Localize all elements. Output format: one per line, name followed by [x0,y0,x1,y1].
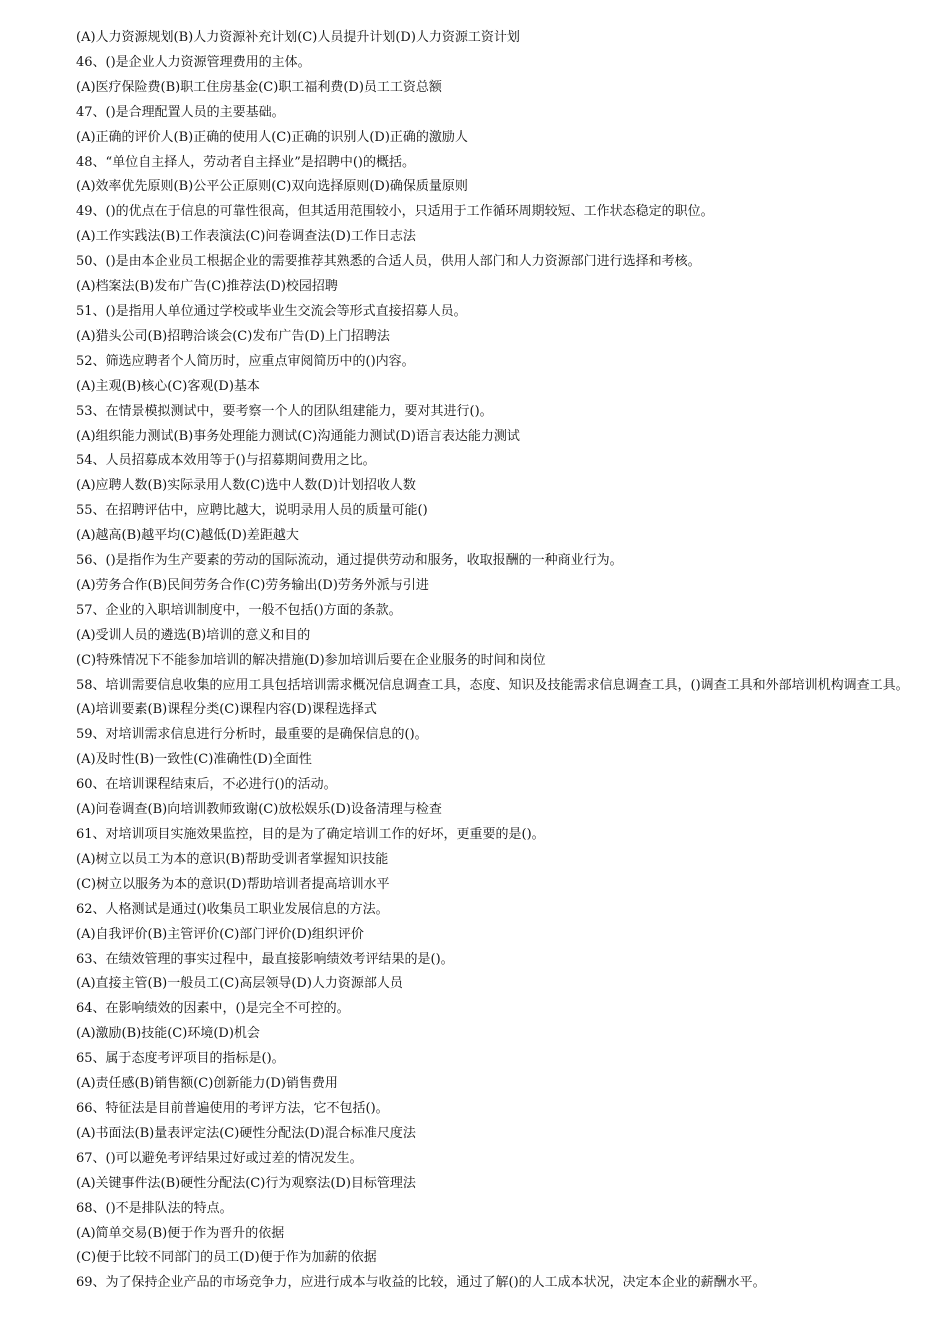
text-line: 51、()是指用人单位通过学校或毕业生交流会等形式直接招募人员。 [76,303,467,319]
text-line: (A)应聘人数(B)实际录用人数(C)选中人数(D)计划招收人数 [76,478,416,494]
text-line: 69、为了保持企业产品的市场竞争力，应进行成本与收益的比较，通过了解()的人工成本状况，决定本企业的薪酬水平。 [76,1275,766,1291]
text-line: (A)组织能力测试(B)事务处理能力测试(C)沟通能力测试(D)语言表达能力测试 [76,428,520,444]
text-line: (A)培训要素(B)课程分类(C)课程内容(D)课程选择式 [76,702,377,718]
text-line: 64、在影响绩效的因素中，()是完全不可控的。 [76,1001,350,1017]
text-line: (A)简单交易(B)便于作为晋升的依据 [76,1225,285,1241]
text-line: 63、在绩效管理的事实过程中，最直接影响绩效考评结果的是()。 [76,951,454,967]
text-line: 67、()可以避免考评结果过好或过差的情况发生。 [76,1150,363,1166]
text-line: 52、筛选应聘者个人简历时，应重点审阅简历中的()内容。 [76,353,415,369]
text-line: (A)直接主管(B)一般员工(C)高层领导(D)人力资源部人员 [76,976,403,992]
text-line: 66、特征法是目前普遍使用的考评方法，它不包括()。 [76,1100,389,1116]
text-line: (C)特殊情况下不能参加培训的解决措施(D)参加培训后要在企业服务的时间和岗位 [76,652,546,668]
document-body [76,26,924,1296]
text-line: (A)树立以员工为本的意识(B)帮助受训者掌握知识技能 [76,851,389,867]
text-line: 47、()是合理配置人员的主要基础。 [76,104,285,120]
text-line: 48、“单位自主择人，劳动者自主择业”是招聘中()的概括。 [76,154,415,170]
text-line: (A)越高(B)越平均(C)越低(D)差距越大 [76,528,299,544]
text-line: (A)正确的评价人(B)正确的使用人(C)正确的识别人(D)正确的激励人 [76,129,468,145]
text-line: (A)书面法(B)量表评定法(C)硬性分配法(D)混合标准尺度法 [76,1125,416,1141]
text-line: 62、人格测试是通过()收集员工职业发展信息的方法。 [76,901,389,917]
text-line: 60、在培训课程结束后，不必进行()的活动。 [76,777,337,793]
text-line: 59、对培训需求信息进行分析时，最重要的是确保信息的()。 [76,727,428,743]
text-line: (A)猎头公司(B)招聘洽谈会(C)发布广告(D)上门招聘法 [76,328,390,344]
text-line: (A)人力资源规划(B)人力资源补充计划(C)人员提升计划(D)人力资源工资计划 [76,30,520,45]
text-line: (A)及时性(B)一致性(C)准确性(D)全面性 [76,752,312,768]
text-line: 49、()的优点在于信息的可靠性很高，但其适用范围较小，只适用于工作循环周期较短、工作状态稳定的职位。 [76,204,714,220]
text-line: 57、企业的入职培训制度中，一般不包括()方面的条款。 [76,602,402,618]
text-line: 61、对培训项目实施效果监控，目的是为了确定培训工作的好坏，更重要的是()。 [76,827,545,842]
text-line: 58、培训需要信息收集的应用工具包括培训需求概况信息调查工具，态度、知识及技能需求信息调查工具，()调查工具和外部培训机构调查工具。 [76,677,909,693]
text-line: (A)劳务合作(B)民间劳务合作(C)劳务输出(D)劳务外派与引进 [76,577,429,593]
text-line: 56、()是指作为生产要素的劳动的国际流动，通过提供劳动和服务，收取报酬的一种商业行为。 [76,553,623,569]
text-line: 50、()是由本企业员工根据企业的需要推荐其熟悉的合适人员，供用人部门和人力资源部门进行选择和考核。 [76,254,701,270]
text-line: 46、()是企业人力资源管理费用的主体。 [76,54,311,70]
text-line: 54、人员招募成本效用等于()与招募期间费用之比。 [76,453,376,469]
text-line: (A)责任感(B)销售额(C)创新能力(D)销售费用 [76,1076,338,1092]
text-line: (A)激励(B)技能(C)环境(D)机会 [76,1026,260,1042]
text-line: (A)医疗保险费(B)职工住房基金(C)职工福利费(D)员工工资总额 [76,79,442,95]
text-line: 68、()不是排队法的特点。 [76,1200,233,1216]
text-line: (A)工作实践法(B)工作表演法(C)问卷调查法(D)工作日志法 [76,229,416,245]
text-line: (C)便于比较不同部门的员工(D)便于作为加薪的依据 [76,1250,377,1266]
text-line: (A)受训人员的遴选(B)培训的意义和目的 [76,627,311,643]
text-line: (A)效率优先原则(B)公平公正原则(C)双向选择原则(D)确保质量原则 [76,179,468,195]
text-line: 55、在招聘评估中，应聘比越大，说明录用人员的质量可能() [76,503,428,519]
text-line: (A)主观(B)核心(C)客观(D)基本 [76,378,260,394]
text-line: 65、属于态度考评项目的指标是()。 [76,1051,285,1067]
text-line: (A)问卷调查(B)向培训教师致谢(C)放松娱乐(D)设备清理与检查 [76,802,442,818]
text-line: (A)关键事件法(B)硬性分配法(C)行为观察法(D)目标管理法 [76,1175,416,1191]
text-line: 53、在情景模拟测试中，要考察一个人的团队组建能力，要对其进行()。 [76,403,493,419]
text-line: (A)档案法(B)发布广告(C)推荐法(D)校园招聘 [76,279,338,295]
text-line: (C)树立以服务为本的意识(D)帮助培训者提高培训水平 [76,876,390,892]
text-line: (A)自我评价(B)主管评价(C)部门评价(D)组织评价 [76,926,364,942]
